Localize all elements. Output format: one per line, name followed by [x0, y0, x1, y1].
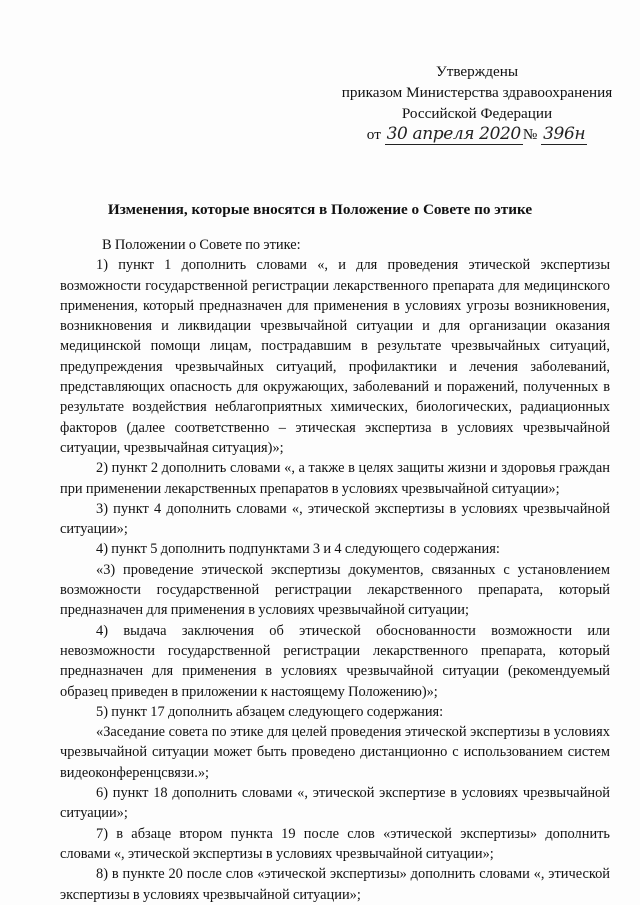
paragraph-item-1: 1) пункт 1 дополнить словами «, и для проведения этической экспертизы возможности государственной регистрации лекарственного препарата для медицинского применения, который предназначен для применения в условиях угрозы возникновения, возникновения и ликвидации чрезвычайной ситуации и для организации оказания медицинской помощи лицам, пострадавшим в результате чрезвычайных ситуаций, предупреждения чрезвычайных ситуаций, профилактики и лечения заболеваний, представляющих опасность для окружающих, заболеваний и поражений, полученных в результате воздействия неблагоприятных химических, биологических, радиационных факторов (далее соответственно – этическая экспертиза в условиях чрезвычайной ситуации, чрезвычайная ситуация)»; — [60, 257, 610, 456]
document-body — [60, 235, 610, 905]
approval-federation-line: Российской Федерации — [401, 105, 553, 122]
document-title: Изменения, которые вносятся в Положение о Совете по этике — [107, 201, 533, 218]
approval-date-line — [332, 124, 622, 145]
paragraph-subitem-4: 4) выдача заключения об этической обоснованности возможности или невозможности государственной регистрации лекарственного препарата, который предназначен для применения в условиях чрезвычайной ситуации (рекомендуемый образец приведен в приложении к настоящему Положению)»; — [60, 622, 610, 700]
approval-heading: Утверждены — [435, 63, 519, 80]
number-label: № — [522, 126, 538, 143]
paragraph-item-3: 3) пункт 4 дополнить словами «, этической экспертизы в условиях чрезвычайной ситуации»; — [60, 500, 610, 538]
handwritten-date: 30 апреля 2020 — [386, 124, 521, 144]
paragraph-item-7: 7) в абзаце втором пункта 19 после слов «этической экспертизы» дополнить словами «, этической экспертизы в условиях чрезвычайной ситуации»; — [60, 825, 610, 862]
paragraph-item-4: 4) пункт 5 дополнить подпунктами 3 и 4 следующего содержания: — [96, 541, 500, 558]
paragraph-quote-session: «Заседание совета по этике для целей проведения этической экспертизы в условиях чрезвычайной ситуации может быть проведено дистанционно с использованием систем видеоконференцсвязи.»; — [60, 724, 610, 781]
approval-order-line: приказом Министерства здравоохранения — [341, 84, 613, 101]
handwritten-number: 396н — [543, 124, 586, 144]
paragraph-item-6: 6) пункт 18 дополнить словами «, этической экспертизе в условиях чрезвычайной ситуации»; — [60, 785, 610, 822]
approval-block — [332, 61, 622, 145]
paragraph-subitem-3: «3) проведение этической экспертизы документов, связанных с установлением возможности государственной регистрации лекарственного препарата, который предназначен для применения в условиях чрезвычайной ситуации; — [60, 561, 610, 619]
intro-paragraph: В Положении о Совете по этике: — [102, 237, 301, 253]
paragraph-item-2: 2) пункт 2 дополнить словами «, а также в целях защиты жизни и здоровья граждан при применении лекарственных препаратов в условиях чрезвычайной ситуации»; — [60, 460, 610, 497]
paragraph-item-8: 8) в пункте 20 после слов «этической экспертизы» дополнить словами «, этической экспертизы в условиях чрезвычайной ситуации»; — [60, 866, 610, 903]
paragraph-item-5: 5) пункт 17 дополнить абзацем следующего содержания: — [96, 703, 444, 720]
from-label: от — [366, 126, 381, 143]
